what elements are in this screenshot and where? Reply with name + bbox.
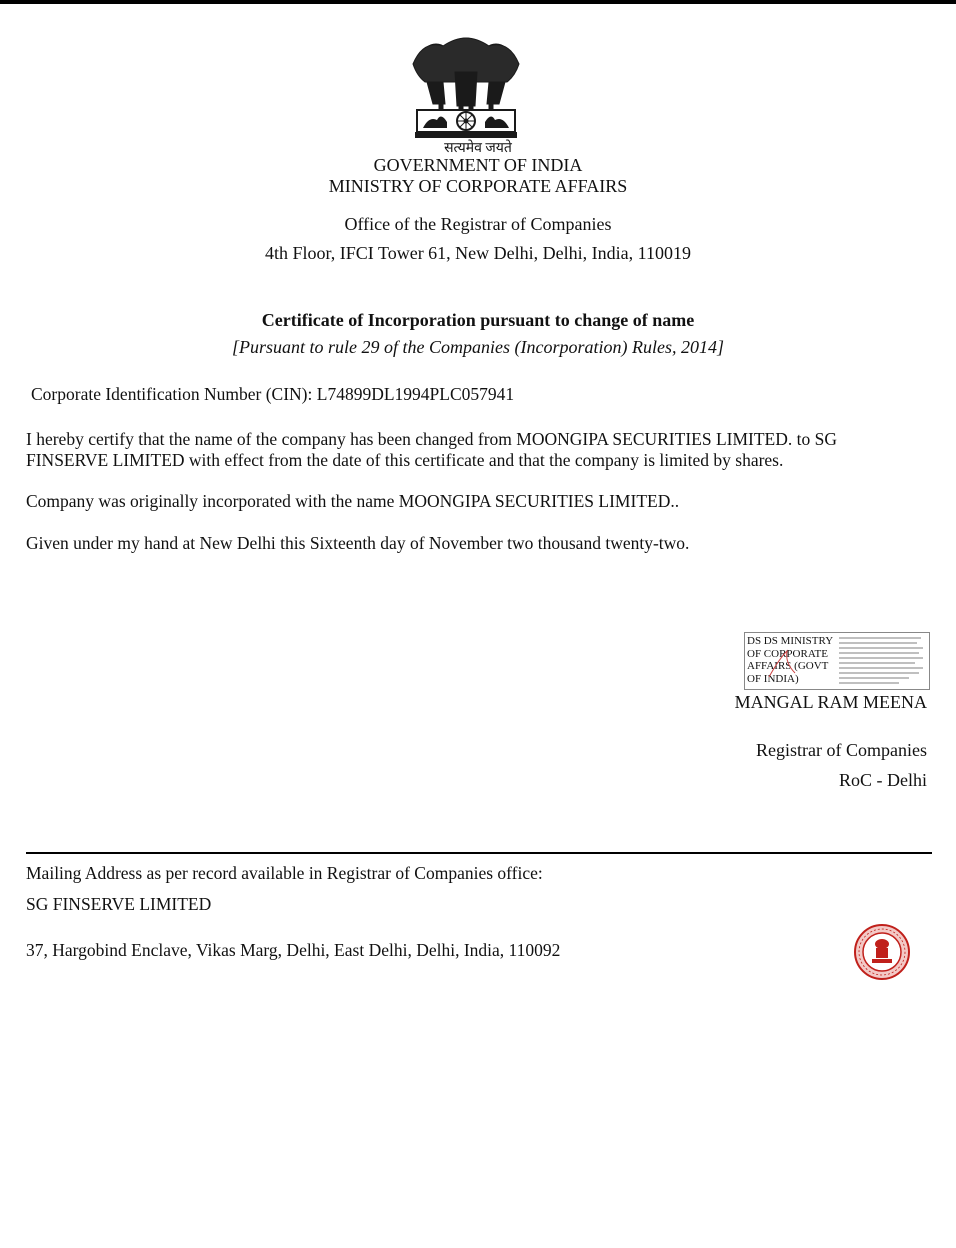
top-border — [0, 0, 956, 4]
ministry-seal-icon — [852, 922, 912, 982]
office-address: 4th Floor, IFCI Tower 61, New Delhi, Delhi, India, 110019 — [265, 243, 691, 263]
signature-stroke-icon — [765, 647, 805, 681]
government-heading: GOVERNMENT OF INDIA — [373, 155, 583, 175]
mailing-address-label: Mailing Address as per record available in Registrar of Companies office: — [26, 863, 543, 883]
digital-signature-name: DS DS MINISTRY OF CORPORATE AFFAIRS (GOVT OF INDIA) — [747, 635, 833, 685]
signatory-designation: Registrar of Companies — [756, 740, 927, 760]
cin-label: Corporate Identification Number (CIN): — [31, 384, 313, 404]
mailing-company-name: SG FINSERVE LIMITED — [26, 894, 212, 914]
certificate-subtitle: [Pursuant to rule 29 of the Companies (Incorporation) Rules, 2014] — [232, 337, 724, 357]
national-emblem-icon — [403, 32, 529, 142]
ministry-heading: MINISTRY OF CORPORATE AFFAIRS — [328, 176, 628, 196]
certify-paragraph: I hereby certify that the name of the company has been changed from MOONGIPA SECURITIES LIMITED. to SG FINSERVE LIMITED with effect from the date of this certificate and that the company is limited by shares. — [26, 429, 837, 470]
original-name-paragraph: Company was originally incorporated with the name MOONGIPA SECURITIES LIMITED.. — [26, 491, 680, 511]
cin-line — [31, 384, 921, 405]
emblem-motto: सत्यमेव जयते — [444, 141, 512, 156]
office-name: Office of the Registrar of Companies — [344, 214, 612, 234]
mailing-address: 37, Hargobind Enclave, Vikas Marg, Delhi, East Delhi, Delhi, India, 110092 — [26, 940, 561, 960]
signatory-name: MANGAL RAM MEENA — [734, 692, 927, 712]
divider — [26, 852, 932, 854]
given-under-hand-paragraph: Given under my hand at New Delhi this Sixteenth day of November two thousand twenty-two. — [26, 533, 690, 553]
digital-signature-details-icon — [839, 635, 925, 687]
certificate-title: Certificate of Incorporation pursuant to change of name — [261, 310, 695, 330]
cin-value: L74899DL1994PLC057941 — [316, 384, 515, 404]
signatory-office: RoC - Delhi — [839, 770, 927, 790]
digital-signature-box — [744, 632, 930, 690]
